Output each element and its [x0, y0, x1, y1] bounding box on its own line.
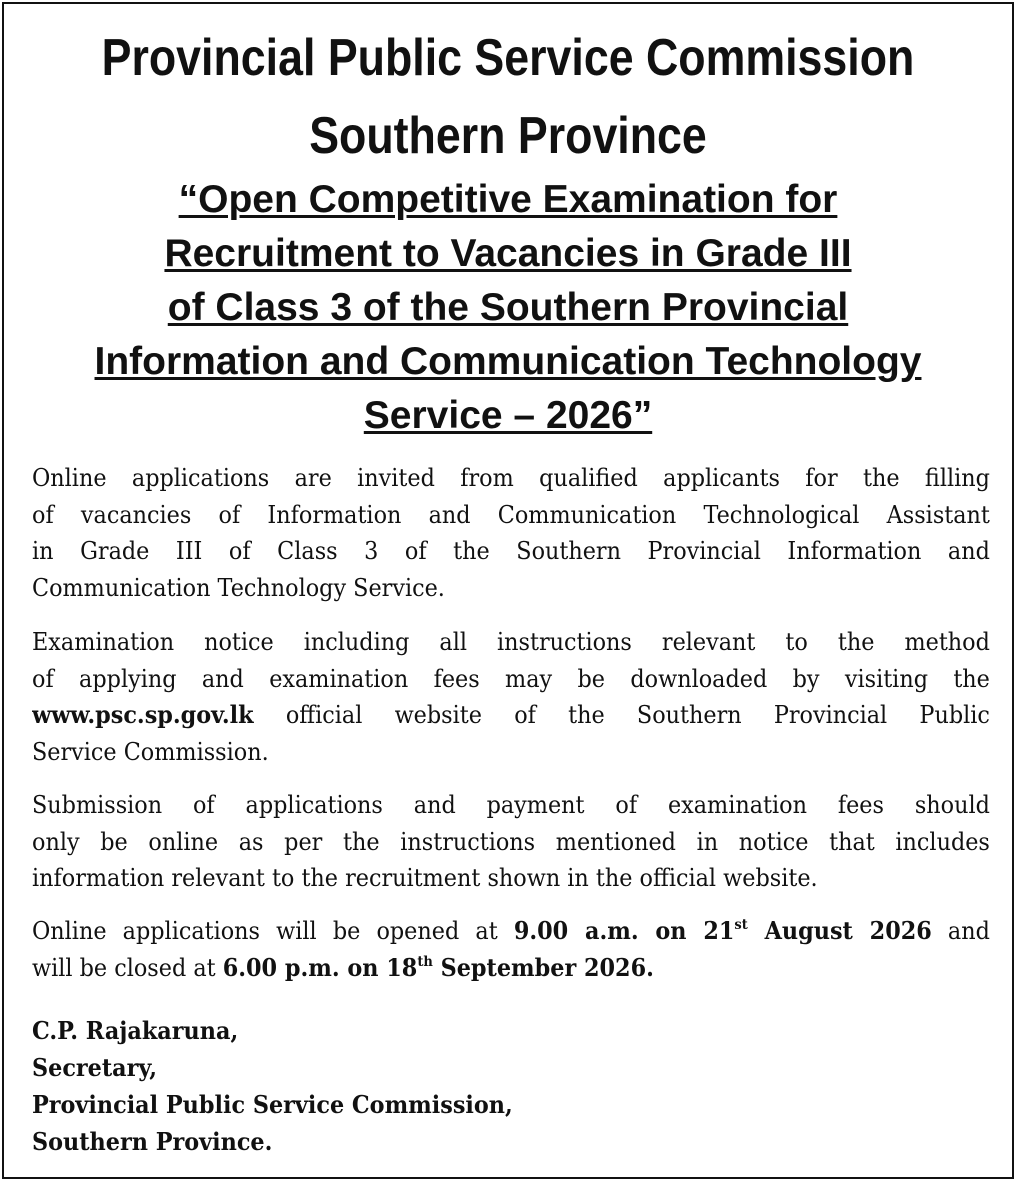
opening-time: 9.00 a.m. on 21st August 2026 [513, 916, 932, 945]
signature-block [32, 1012, 513, 1160]
closing-time: 6.00 p.m. on 18th September 2026. [222, 952, 654, 982]
website-link[interactable]: www.psc.sp.gov.lk [32, 700, 254, 729]
commission-title: Provincial Public Service Commission [101, 29, 915, 87]
signatory-name: C.P. Rajakaruna, [32, 1016, 239, 1045]
signatory-organization: Provincial Public Service Commission, [32, 1090, 513, 1119]
paragraph-invitation: Online applications are invited from qualified applicants for the filling of vacancies of Information and Communication Technological Assistant in Grade III of Class 3 of the Southern Provincial Information and Communication Technology Service. [32, 464, 990, 602]
province-title: Southern Province [309, 107, 707, 165]
notice-frame [2, 2, 1014, 1179]
exam-title-line-5: Service – 2026” [363, 394, 653, 437]
exam-title-line-3: of Class 3 of the Southern Provincial [167, 286, 849, 329]
exam-title-line-2: Recruitment to Vacancies in Grade III [164, 232, 852, 275]
exam-title-line-4: Information and Communication Technology [94, 340, 922, 383]
signatory-title: Secretary, [32, 1053, 158, 1082]
paragraph-submission: Submission of applications and payment of examination fees should only be online as per the instructions mentioned in notice that includes information relevant to the recruitment shown in the official website. [32, 791, 990, 892]
exam-title-line-1: “Open Competitive Examination for [178, 178, 838, 221]
signatory-province: Southern Province. [32, 1127, 273, 1156]
paragraph-dates: Online applications will be opened at 9.00 a.m. on 21st August 2026 and will be closed at 6.00 p.m. on 18th September 2026. [32, 916, 990, 982]
paragraph-notice-download: Examination notice including all instructions relevant to the method of applying and examination fees may be downloaded by visiting the www.psc.sp.gov.lk official website of the Southern Provincial Public Service Commission. [32, 628, 990, 766]
